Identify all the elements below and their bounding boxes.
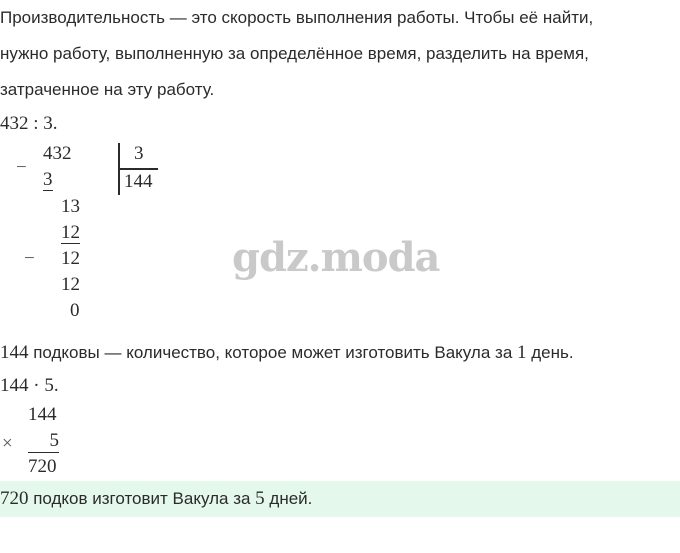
result-text-after: день. — [526, 343, 574, 362]
answer-number: 720 — [0, 488, 29, 509]
times-sign: × — [2, 433, 13, 454]
divisor: 3 — [134, 143, 144, 164]
answer-sentence — [0, 481, 312, 517]
result-text-before: подковы — количество, которое может изготовить Вакула за — [28, 343, 518, 362]
subtrahend-3: 12 — [61, 274, 80, 295]
minus-sign-1: − — [16, 157, 27, 178]
intro-line-2: нужно работу, выполненную за определённое время, разделить на время, — [0, 44, 589, 63]
product: 720 — [28, 456, 57, 477]
multiplier: 5 — [28, 430, 59, 453]
remainder-2: 12 — [61, 248, 80, 269]
result-number: 144 — [0, 342, 29, 363]
intro-line-1: Производительность — это скорость выполнения работы. Чтобы её найти, — [0, 8, 594, 27]
answer-text-after: дней. — [264, 489, 313, 508]
minus-sign-2: − — [24, 248, 35, 269]
watermark-logo: gdz.moda — [232, 234, 440, 281]
result-days-number: 1 — [517, 342, 527, 363]
intro-line-3: затраченное на эту работу. — [0, 80, 215, 99]
subtrahend-1: 3 — [43, 169, 53, 190]
answer-text-before: подков изготовит Вакула за — [28, 489, 256, 508]
remainder-1: 13 — [61, 196, 80, 217]
multiplication-expression: 144 · 5. — [0, 375, 59, 396]
final-remainder: 0 — [70, 300, 80, 321]
division-bar-horizontal — [118, 168, 158, 170]
result-sentence — [0, 335, 574, 371]
multiplicand: 144 — [28, 404, 57, 425]
subtrahend-2: 12 — [61, 222, 80, 243]
dividend: 432 — [43, 143, 72, 164]
answer-days-number: 5 — [255, 488, 265, 509]
quotient: 144 — [124, 171, 153, 192]
division-expression: 432 : 3. — [0, 113, 58, 134]
